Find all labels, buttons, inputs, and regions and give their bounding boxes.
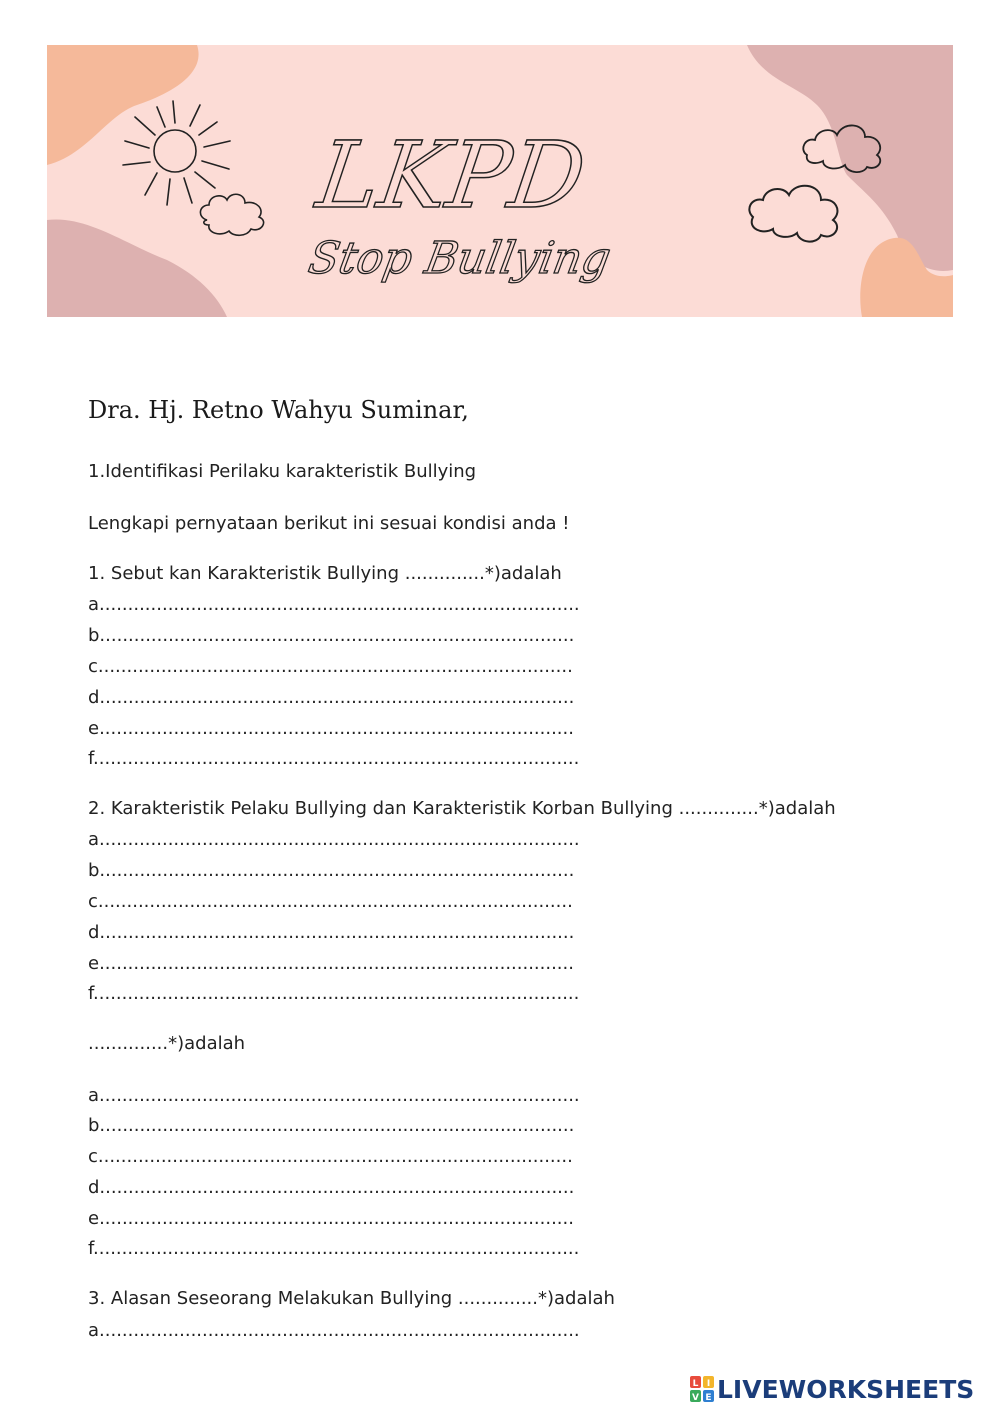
- instruction-text: Lengkapi pernyataan berikut ini sesuai kondisi anda !: [88, 513, 570, 534]
- answer-line[interactable]: b...................................................................................: [88, 1115, 575, 1136]
- answer-line[interactable]: c...................................................................................: [88, 891, 573, 912]
- question-prompt-continued: ..............*)adalah: [88, 1033, 246, 1054]
- answer-line[interactable]: a....................................................................................: [88, 1085, 580, 1106]
- logo-mark-icon: [690, 1376, 714, 1402]
- svg-text:V: V: [692, 1393, 699, 1402]
- question-3-prompt: 3. Alasan Seseorang Melakukan Bullying ..............*)adalah: [88, 1288, 615, 1309]
- answer-line[interactable]: a....................................................................................: [88, 594, 580, 615]
- sun-icon: [123, 101, 230, 205]
- mauve-blob-top-right: [747, 45, 953, 271]
- banner-title: LKPD: [311, 121, 592, 229]
- author-name: Dra. Hj. Retno Wahyu Suminar,: [88, 396, 469, 424]
- answer-line[interactable]: b...................................................................................: [88, 860, 575, 881]
- question-1-prompt: 1. Sebut kan Karakteristik Bullying ..............*)adalah: [88, 563, 562, 584]
- answer-line[interactable]: c...................................................................................: [88, 656, 573, 677]
- answer-line[interactable]: a....................................................................................: [88, 1320, 580, 1341]
- answer-line[interactable]: a....................................................................................: [88, 829, 580, 850]
- header-banner: [47, 45, 953, 317]
- answer-line[interactable]: c...................................................................................: [88, 1146, 573, 1167]
- answer-line[interactable]: b...................................................................................: [88, 625, 575, 646]
- cloud-icon-left: [200, 194, 263, 235]
- section-heading: 1.Identifikasi Perilaku karakteristik Bullying: [88, 461, 477, 482]
- cloud-icon-right-bottom: [749, 186, 837, 242]
- banner-illustration: [47, 45, 953, 317]
- svg-text:I: I: [706, 1379, 711, 1389]
- svg-text:L: L: [692, 1379, 699, 1389]
- answer-line[interactable]: f.....................................................................................: [88, 1238, 580, 1259]
- answer-line[interactable]: d...................................................................................: [88, 687, 575, 708]
- peach-blob-top-left: [47, 45, 199, 165]
- svg-text:E: E: [705, 1393, 712, 1402]
- answer-line[interactable]: e...................................................................................: [88, 718, 574, 739]
- answer-line[interactable]: f.....................................................................................: [88, 983, 580, 1004]
- liveworksheets-logo: [690, 1375, 974, 1403]
- logo-text: LIVEWORKSHEETS: [717, 1374, 975, 1404]
- answer-line[interactable]: d...................................................................................: [88, 922, 575, 943]
- answer-line[interactable]: e...................................................................................: [88, 953, 574, 974]
- answer-line[interactable]: f.....................................................................................: [88, 748, 580, 769]
- question-2-prompt: 2. Karakteristik Pelaku Bullying dan Karakteristik Korban Bullying ..............*)adalah: [88, 798, 836, 819]
- banner-subtitle: Stop Bullying: [304, 233, 615, 284]
- answer-line[interactable]: d...................................................................................: [88, 1177, 575, 1198]
- answer-line[interactable]: e...................................................................................: [88, 1208, 574, 1229]
- mauve-blob-bottom-left: [47, 219, 227, 317]
